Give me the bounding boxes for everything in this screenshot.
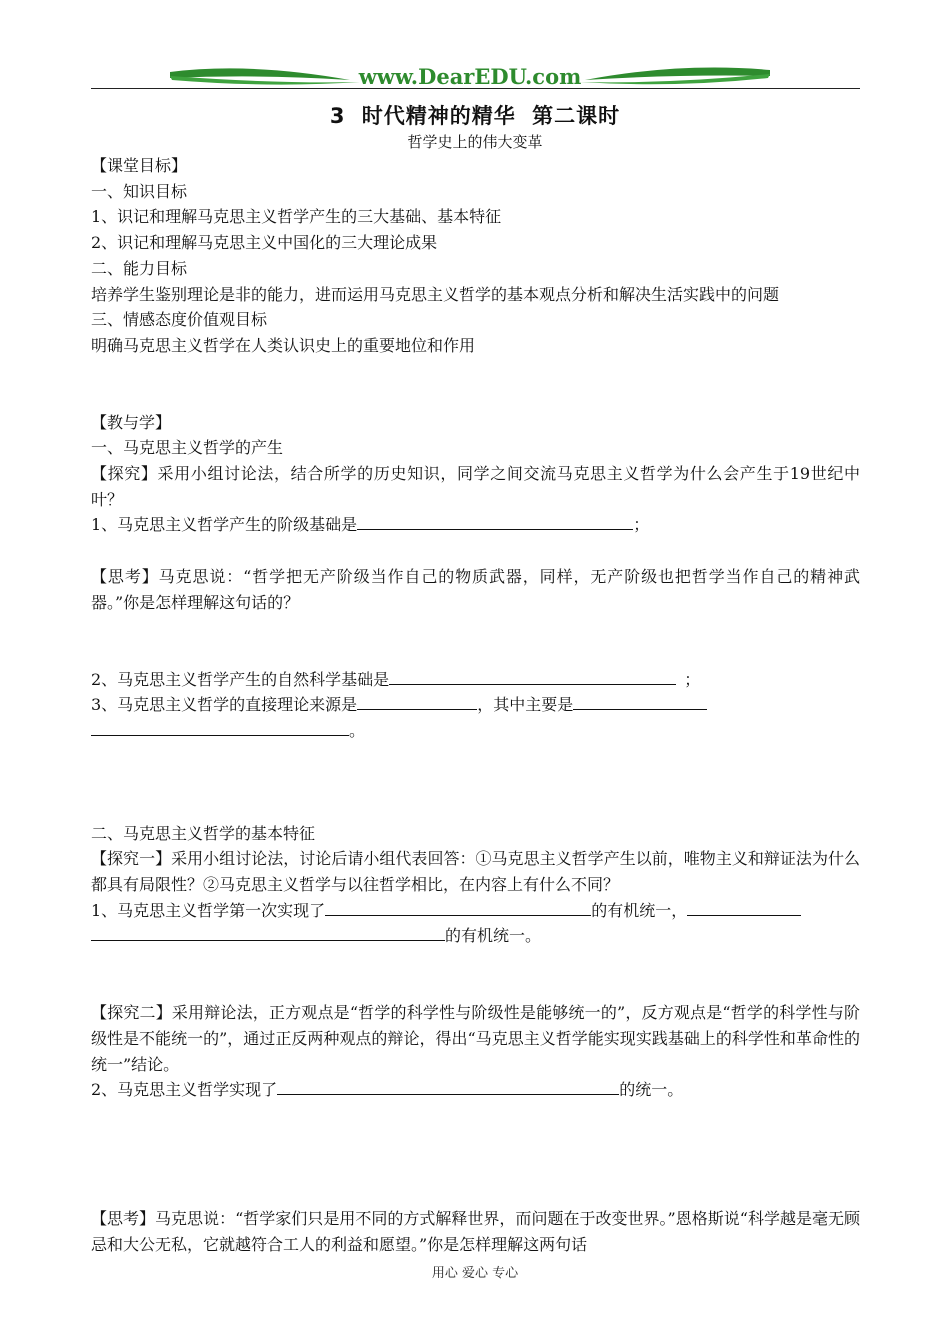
site-logo-text: www.DearEDU.com bbox=[358, 64, 582, 89]
answer-blank-main-source-b[interactable] bbox=[91, 718, 349, 736]
knowledge-goal-1: 1、识记和理解马克思主义哲学产生的三大基础、基本特征 bbox=[91, 207, 502, 227]
header-divider bbox=[91, 88, 860, 89]
page-subtitle: 哲学史上的伟大变革 bbox=[407, 133, 543, 151]
inquiry-one: 【探究一】采用小组讨论法，讨论后请小组代表回答：①马克思主义哲学产生以前，唯物主义和辩证法为什么都具有局限性？②马克思主义哲学与以往哲学相比，在内容上有什么不同？ bbox=[91, 849, 860, 895]
question-theory-source: 3、马克思主义哲学的直接理论来源是 ，其中主要是 bbox=[91, 692, 860, 718]
section-heading-teaching: 【教与学】 bbox=[91, 412, 172, 432]
inquiry-two: 【探究二】采用辩论法，正方观点是“哲学的科学性与阶级性是能够统一的”，反方观点是“哲学的科学性与阶级性是不能统一的”，通过正反两种观点的辩论，得出“马克思主义哲学能实现实践基础上的科学性和革命性的统一”结论。 bbox=[91, 1003, 860, 1074]
emotion-goal-text: 明确马克思主义哲学在人类认识史上的重要地位和作用 bbox=[91, 335, 476, 355]
answer-blank-unity-c[interactable] bbox=[91, 923, 445, 941]
answer-blank-theory-source[interactable] bbox=[357, 692, 477, 710]
thinking-marx-engels-quote: 【思考】马克思说：“哲学家们只是用不同的方式解释世界，而问题在于改变世界。”恩格斯说“科学越是毫无顾忌和大公无私，它就越符合工人的利益和愿望。”你是怎样理解这两句话 bbox=[91, 1208, 860, 1254]
page-title: 3 时代精神的精华 第二课时 bbox=[329, 104, 621, 128]
answer-blank-unity-b[interactable] bbox=[687, 898, 801, 916]
answer-blank-science-basis[interactable] bbox=[389, 667, 676, 685]
question-unity-1: 1、马克思主义哲学第一次实现了 的有机统一， bbox=[91, 898, 860, 924]
ability-goal-text: 培养学生鉴别理论是非的能力，进而运用马克思主义哲学的基本观点分析和解决生活实践中的问题 bbox=[91, 284, 780, 304]
answer-blank-class-basis[interactable] bbox=[357, 512, 633, 530]
heading-emotion-goals: 三、情感态度价值观目标 bbox=[91, 310, 268, 330]
heading-knowledge-goals: 一、知识目标 bbox=[91, 181, 188, 201]
page-footer: 用心 爱心 专心 bbox=[431, 1266, 519, 1281]
heading-features: 二、马克思主义哲学的基本特征 bbox=[91, 823, 316, 843]
knowledge-goal-2: 2、识记和理解马克思主义中国化的三大理论成果 bbox=[91, 233, 438, 253]
answer-blank-unity-a[interactable] bbox=[325, 898, 591, 916]
answer-blank-unity-2[interactable] bbox=[277, 1077, 619, 1095]
answer-blank-main-source-a[interactable] bbox=[573, 692, 707, 710]
inquiry-origin: 【探究】采用小组讨论法，结合所学的历史知识，同学之间交流马克思主义哲学为什么会产生于19世纪中叶？ bbox=[91, 464, 860, 509]
question-science-basis: 2、马克思主义哲学产生的自然科学基础是 ； bbox=[91, 667, 860, 693]
dearedu-logo-banner bbox=[160, 58, 780, 92]
question-unity-1-cont: 的有机统一。 bbox=[91, 923, 860, 949]
heading-origin: 一、马克思主义哲学的产生 bbox=[91, 438, 284, 458]
thinking-marx-quote-1: 【思考】马克思说：“哲学把无产阶级当作自己的物质武器，同样，无产阶级也把哲学当作自己的精神武器。”你是怎样理解这句话的？ bbox=[91, 567, 860, 612]
section-heading-goals: 【课堂目标】 bbox=[91, 156, 188, 175]
document-body bbox=[91, 153, 860, 1257]
question-theory-source-cont: 。 bbox=[91, 718, 860, 744]
question-unity-2: 2、马克思主义哲学实现了 的统一。 bbox=[91, 1077, 860, 1103]
heading-ability-goals: 二、能力目标 bbox=[91, 258, 188, 278]
question-class-basis: 1、马克思主义哲学产生的阶级基础是 ； bbox=[91, 512, 860, 538]
